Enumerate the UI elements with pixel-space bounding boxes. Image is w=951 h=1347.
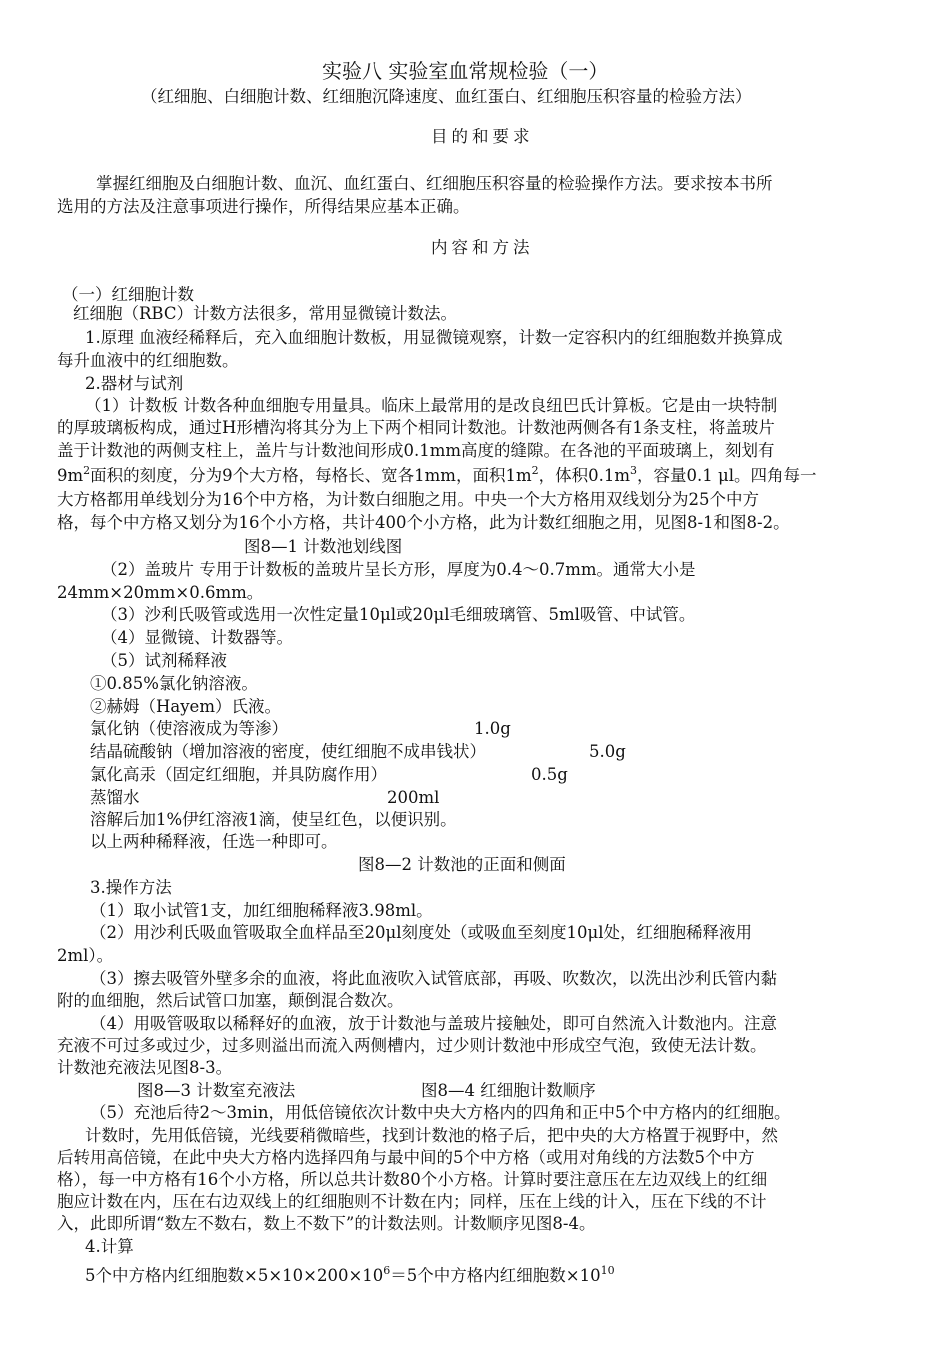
formula-amount-4: 200ml <box>387 788 440 807</box>
text-span: 面积的刻度，分为9个大方格，每格长、宽各1mm，面积1m <box>90 466 532 485</box>
counting-line-2: 后转用高倍镜，在此中央大方格内选择四角与最中间的5个中方格（或用对角线的方法数5个中方 <box>57 1148 755 1167</box>
formula-name-3: 氯化高汞（固定红细胞，并具防腐作用） <box>90 765 387 784</box>
text-span: 9m <box>57 466 84 485</box>
figure-caption-8-1: 图8—1 计数池划线图 <box>244 537 403 556</box>
rbc-intro: 红细胞（RBC）计数方法很多，常用显微镜计数法。 <box>73 304 457 323</box>
op-5: （5）充池后待2～3min，用低倍镜依次计数中央大方格内的四角和正中5个中方格内的红细胞。 <box>90 1103 791 1122</box>
counting-plate-line-1: （1）计数板 计数各种血细胞专用量具。临床上最常用的是改良纽巴氏计算板。它是由一块特制 <box>85 396 778 415</box>
text-span: ，容量0.1 μl。四角每一 <box>636 466 817 485</box>
principle-line-1: 1.原理 血液经稀释后，充入血细胞计数板，用显微镜观察，计数一定容积内的红细胞数并换算成 <box>85 328 783 347</box>
figure-caption-8-4: 图8—4 红细胞计数顺序 <box>421 1081 596 1100</box>
item-5: （5）试剂稀释液 <box>101 651 227 670</box>
operation-title: 3.操作方法 <box>90 878 172 897</box>
heading-methods: 内容和方法 <box>431 238 534 257</box>
heading-purpose: 目的和要求 <box>431 127 534 146</box>
formula-name-1: 氯化钠（使溶液成为等渗） <box>90 719 288 738</box>
formula-amount-3: 0.5g <box>531 765 568 784</box>
counting-line-5: 入，此即所谓“数左不数右，数上不数下”的计数法则。计数顺序见图8-4。 <box>57 1214 596 1233</box>
choose-note: 以上两种稀释液，任选一种即可。 <box>90 832 338 851</box>
diluent-2: ②赫姆（Hayem）氏液。 <box>90 697 281 716</box>
op-3-line-2: 附的血细胞，然后试管口加塞，颠倒混合数次。 <box>57 991 404 1010</box>
calc-formula <box>85 1266 615 1285</box>
counting-plate-line-5: 大方格都用单线划分为16个中方格，为计数白细胞之用。中央一个大方格用双线划分为25个中方 <box>57 490 759 509</box>
superscript: 6 <box>383 1264 391 1277</box>
superscript: 10 <box>600 1264 615 1277</box>
formula-amount-1: 1.0g <box>474 719 511 738</box>
purpose-line-1: 掌握红细胞及白细胞计数、血沉、血红蛋白、红细胞压积容量的检验操作方法。要求按本书所 <box>96 174 773 193</box>
op-3-line-1: （3）擦去吸管外壁多余的血液，将此血液吹入试管底部，再吸、吹数次，以洗出沙利氏管内黏 <box>90 969 777 988</box>
op-4-line-2: 充液不可过多或过少，过多则溢出而流入两侧槽内，过少则计数池中形成空气泡，致使无法计数。 <box>57 1036 767 1055</box>
op-2-line-2: 2ml）。 <box>57 946 114 965</box>
item-3: （3）沙利氏吸管或选用一次性定量10μl或20μl毛细玻璃管、5ml吸管、中试管。 <box>101 605 696 624</box>
text-span: ，体积0.1m <box>538 466 630 485</box>
page-subtitle: （红细胞、白细胞计数、红细胞沉降速度、血红蛋白、红细胞压积容量的检验方法） <box>141 87 752 106</box>
text-span: 5个中方格内红细胞数×5×10×200×10 <box>85 1266 384 1285</box>
counting-line-3: 格），每一中方格有16个小方格，所以总共计数80个小方格。计算时要注意压在左边双线上的红细 <box>57 1170 768 1189</box>
op-4-line-3: 计数池充液法见图8-3。 <box>57 1058 233 1077</box>
op-4-line-1: （4）用吸管吸取以稀释好的血液，放于计数池与盖玻片接触处，即可自然流入计数池内。注意 <box>90 1014 777 1033</box>
principle-line-2: 每升血液中的红细胞数。 <box>57 351 239 370</box>
superscript: 3 <box>629 464 637 477</box>
formula-name-4: 蒸馏水 <box>90 788 140 807</box>
purpose-line-2: 选用的方法及注意事项进行操作，所得结果应基本正确。 <box>57 197 470 216</box>
superscript: 2 <box>531 464 539 477</box>
op-1: （1）取小试管1支，加红细胞稀释液3.98ml。 <box>90 901 433 920</box>
superscript: 2 <box>83 464 91 477</box>
counting-plate-line-6: 格，每个中方格又划分为16个小方格，共计400个小方格，此为计数红细胞之用，见图8-1和图8-2。 <box>57 513 790 532</box>
counting-plate-line-4 <box>57 466 816 485</box>
op-2-line-1: （2）用沙利氏吸血管吸取全血样品至20μl刻度处（或吸血至刻度10μl处，红细胞稀释液用 <box>90 923 752 942</box>
page-title: 实验八 实验室血常规检验（一） <box>322 59 609 83</box>
diluent-1: ①0.85%氯化钠溶液。 <box>90 674 258 693</box>
calc-title: 4.计算 <box>85 1237 134 1256</box>
formula-name-2: 结晶硫酸钠（增加溶液的密度，使红细胞不成串钱状） <box>90 742 486 761</box>
counting-line-1: 计数时，先用低倍镜，光线要稍微暗些，找到计数池的格子后，把中央的大方格置于视野中，然 <box>85 1126 778 1145</box>
cover-slip-line-1: （2）盖玻片 专用于计数板的盖玻片呈长方形，厚度为0.4～0.7mm。通常大小是 <box>101 560 696 579</box>
figure-caption-8-3: 图8—3 计数室充液法 <box>137 1081 296 1100</box>
materials-title: 2.器材与试剂 <box>85 374 184 393</box>
item-4: （4）显微镜、计数器等。 <box>101 628 293 647</box>
cover-slip-line-2: 24mm×20mm×0.6mm。 <box>57 583 264 602</box>
counting-line-4: 胞应计数在内，压在右边双线上的红细胞则不计数在内；同样，压在上线的计入，压在下线的不计 <box>57 1192 767 1211</box>
figure-caption-8-2: 图8—2 计数池的正面和侧面 <box>358 855 566 874</box>
counting-plate-line-3: 盖于计数池的两侧支柱上，盖片与计数池间形成0.1mm高度的缝隙。在各池的平面玻璃上，刻划有 <box>57 441 775 460</box>
counting-plate-line-2: 的厚玻璃板构成，通过H形槽沟将其分为上下两个相同计数池。计数池两侧各有1条支柱，将盖玻片 <box>57 418 775 437</box>
formula-amount-2: 5.0g <box>589 742 626 761</box>
text-span: ＝5个中方格内红细胞数×10 <box>390 1266 601 1285</box>
dissolve-note: 溶解后加1%伊红溶液1滴，使呈红色，以便识别。 <box>90 810 457 829</box>
section-rbc-title: （一）红细胞计数 <box>62 285 194 304</box>
